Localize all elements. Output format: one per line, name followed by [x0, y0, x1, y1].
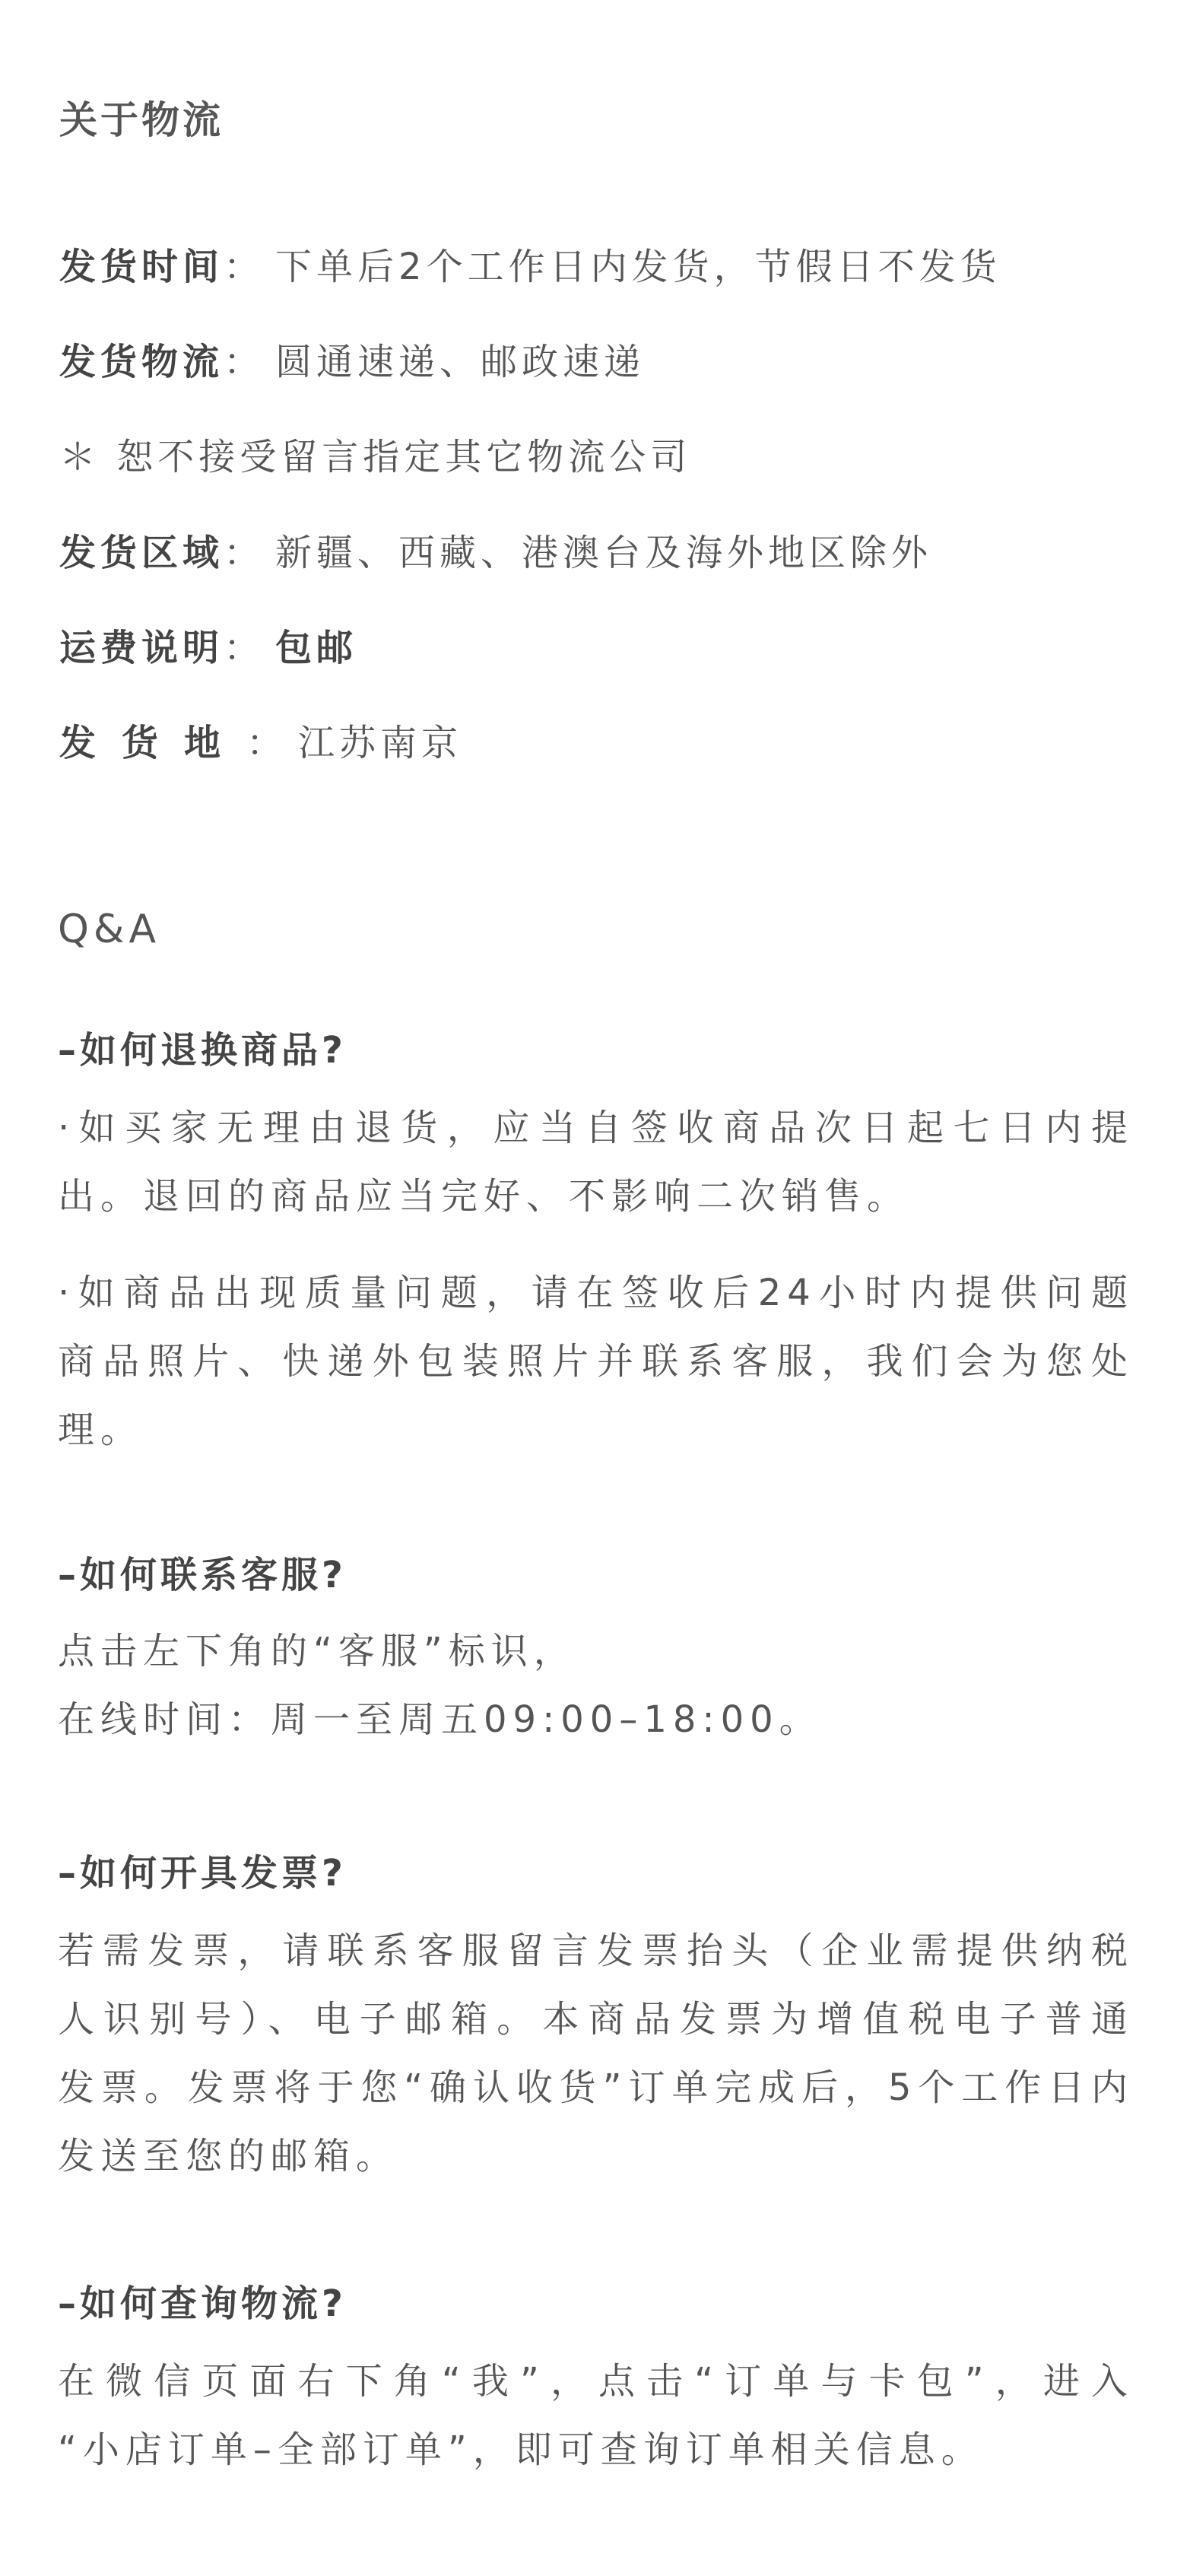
ship-carrier-label: 发货物流	[59, 341, 224, 383]
ship-origin-label: 发货地	[59, 722, 247, 764]
q-invoice-answer	[58, 1917, 1134, 2190]
ship-origin-row	[59, 713, 462, 766]
ship-origin-colon: ：	[246, 722, 288, 764]
carrier-note: ＊ 恕不接受留言指定其它物流公司	[59, 436, 692, 478]
ship-region-colon: ：	[224, 532, 265, 574]
qa-title: Q&A	[58, 907, 161, 952]
answer-line: 若需发票，请联系客服留言发票抬头（企业需提供纳税	[58, 1930, 1134, 1972]
logistics-title: 关于物流	[59, 98, 224, 142]
answer-line: 出。退回的商品应当完好、不影响二次销售。	[58, 1175, 910, 1218]
ship-region-label: 发货区域	[59, 532, 224, 574]
q-contact-heading: –如何联系客服?	[58, 1554, 347, 1596]
ship-carrier-value: 圆通速递、邮政速递	[275, 341, 646, 383]
ship-time-colon: ：	[224, 246, 265, 288]
shipping-fee-row	[59, 618, 357, 671]
answer-line: 人识别号）、电子邮箱。本商品发票为增值税电子普通	[58, 1998, 1134, 2041]
ship-time-row	[59, 237, 1001, 290]
ship-carrier-row	[59, 332, 645, 385]
answer-line: 发票。发票将于您“确认收货”订单完成后，5个工作日内	[58, 2066, 1134, 2109]
answer-line: “小店订单–全部订单”，即可查询订单相关信息。	[58, 2428, 984, 2471]
q-tracking-answer	[58, 2347, 1134, 2484]
answer-line: 点击左下角的“客服”标识，	[58, 1630, 576, 1672]
ship-carrier-colon: ：	[224, 341, 265, 383]
q-return-heading: –如何退换商品?	[58, 1029, 347, 1072]
q-invoice-heading: –如何开具发票?	[58, 1852, 347, 1895]
shipping-fee-colon: ：	[224, 627, 265, 669]
answer-line: ·如商品出现质量问题，请在签收后24小时内提供问题	[58, 1272, 1134, 1314]
ship-time-label: 发货时间	[59, 246, 224, 288]
shipping-fee-label: 运费说明	[59, 627, 224, 669]
ship-origin-value: 江苏南京	[298, 722, 463, 764]
q-return-answer-1	[58, 1094, 1134, 1231]
answer-line: 理。	[58, 1409, 144, 1451]
q-contact-answer	[58, 1617, 1134, 1754]
q-tracking-heading: –如何查询物流?	[58, 2282, 347, 2325]
answer-line: 发送至您的邮箱。	[58, 2135, 399, 2177]
answer-line: 在线时间：周一至周五09:00–18:00。	[58, 1698, 822, 1741]
answer-line: ·如买家无理由退货，应当自签收商品次日起七日内提	[58, 1107, 1134, 1149]
shipping-fee-value: 包邮	[275, 627, 358, 669]
ship-region-value: 新疆、西藏、港澳台及海外地区除外	[275, 532, 933, 574]
ship-time-value: 下单后2个工作日内发货，节假日不发货	[275, 246, 1001, 288]
answer-line: 商品照片、快递外包装照片并联系客服，我们会为您处	[58, 1340, 1134, 1383]
ship-region-row	[59, 523, 932, 576]
answer-line: 在微信页面右下角“我”，点击“订单与卡包”，进入	[58, 2360, 1134, 2403]
q-return-answer-2	[58, 1259, 1134, 1464]
